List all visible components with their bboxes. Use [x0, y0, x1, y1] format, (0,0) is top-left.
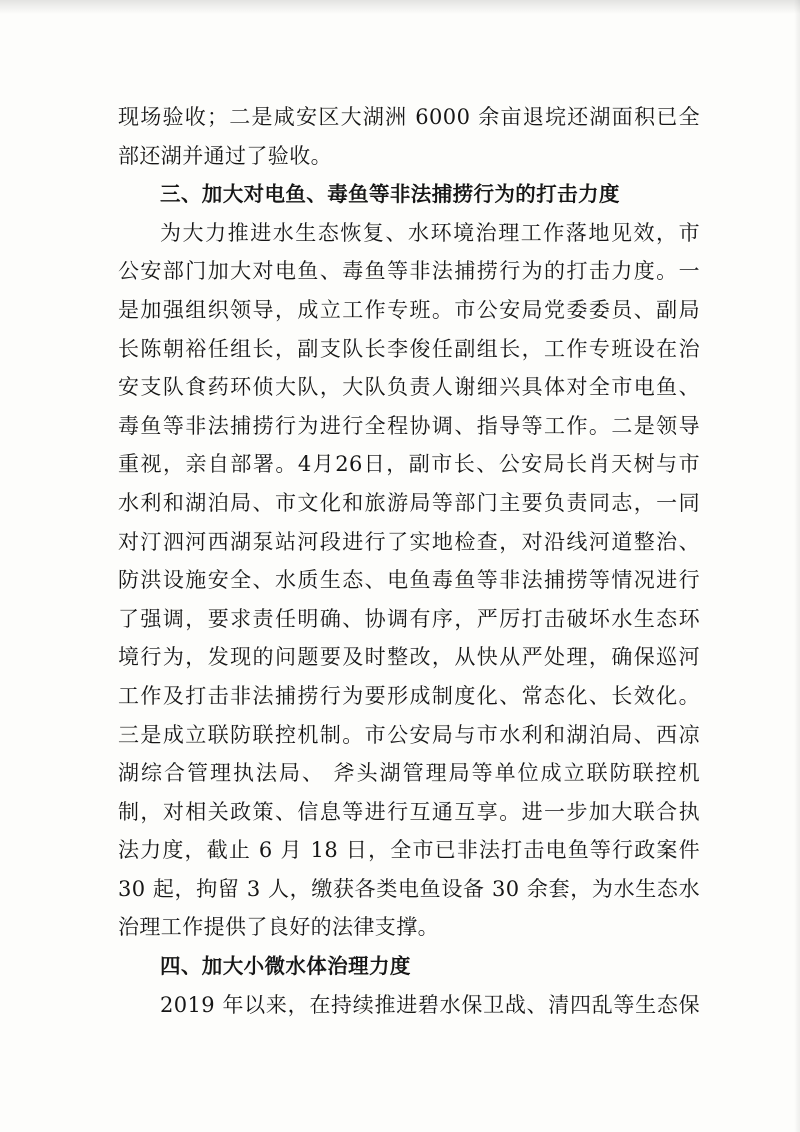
- section-heading: 四、加大小微水体治理力度: [160, 954, 411, 979]
- scan-shadow-top: [0, 0, 800, 14]
- paragraph-line: 毒鱼等非法捕捞行为进行全程协调、指导等工作。二是领导: [118, 413, 700, 438]
- paragraph-last-line: 治理工作提供了良好的法律支撑。: [118, 915, 439, 940]
- paragraph-line: 是加强组织领导，成立工作专班。市公安局党委委员、副局: [118, 297, 700, 322]
- paragraph-line: 法力度，截止 6 月 18 日，全市已非法打击电鱼等行政案件: [118, 838, 700, 863]
- paragraph-first-line: 2019 年以来，在持续推进碧水保卫战、清四乱等生态保: [160, 992, 700, 1017]
- paragraph-last-line: 部还湖并通过了验收。: [118, 143, 332, 168]
- document-page: [118, 98, 700, 1024]
- section-heading: 三、加大对电鱼、毒鱼等非法捕捞行为的打击力度: [160, 182, 620, 207]
- paragraph-line: 重视，亲自部署。4月26日，副市长、公安局长肖天树与市: [118, 452, 700, 477]
- paragraph-line: 湖综合管理执法局、 斧头湖管理局等单位成立联防联控机: [118, 761, 700, 786]
- paragraph-line: 公安部门加大对电鱼、毒鱼等非法捕捞行为的打击力度。一: [118, 259, 700, 284]
- scan-shadow-edge: [794, 0, 800, 1132]
- paragraph-line: 了强调，要求责任明确、协调有序，严厉打击破坏水生态环: [118, 606, 700, 631]
- paragraph-line: 工作及打击非法捕捞行为要形成制度化、常态化、长效化。: [118, 683, 700, 708]
- paragraph-line: 对汀泗河西湖泵站河段进行了实地检查，对沿线河道整治、: [118, 529, 700, 554]
- paragraph-line: 水利和湖泊局、市文化和旅游局等部门主要负责同志，一同: [118, 490, 700, 515]
- paragraph-line: 境行为，发现的问题要及时整改，从快从严处理，确保巡河: [118, 645, 700, 670]
- paragraph-line: 长陈朝裕任组长，副支队长李俊任副组长，工作专班设在治: [118, 336, 700, 361]
- paragraph-line: 制，对相关政策、信息等进行互通互享。进一步加大联合执: [118, 799, 700, 824]
- paragraph-line: 安支队食药环侦大队，大队负责人谢细兴具体对全市电鱼、: [118, 375, 700, 400]
- paragraph-line: 三是成立联防联控机制。市公安局与市水利和湖泊局、西凉: [118, 722, 700, 747]
- paragraph-first-line: 为大力推进水生态恢复、水环境治理工作落地见效，市: [160, 220, 700, 245]
- paragraph-line: 30 起，拘留 3 人，缴获各类电鱼设备 30 余套，为水生态水: [118, 876, 700, 901]
- paragraph-line: 现场验收；二是咸安区大湖洲 6000 余亩退垸还湖面积已全: [118, 105, 700, 129]
- paragraph-line: 防洪设施安全、水质生态、电鱼毒鱼等非法捕捞等情况进行: [118, 568, 700, 593]
